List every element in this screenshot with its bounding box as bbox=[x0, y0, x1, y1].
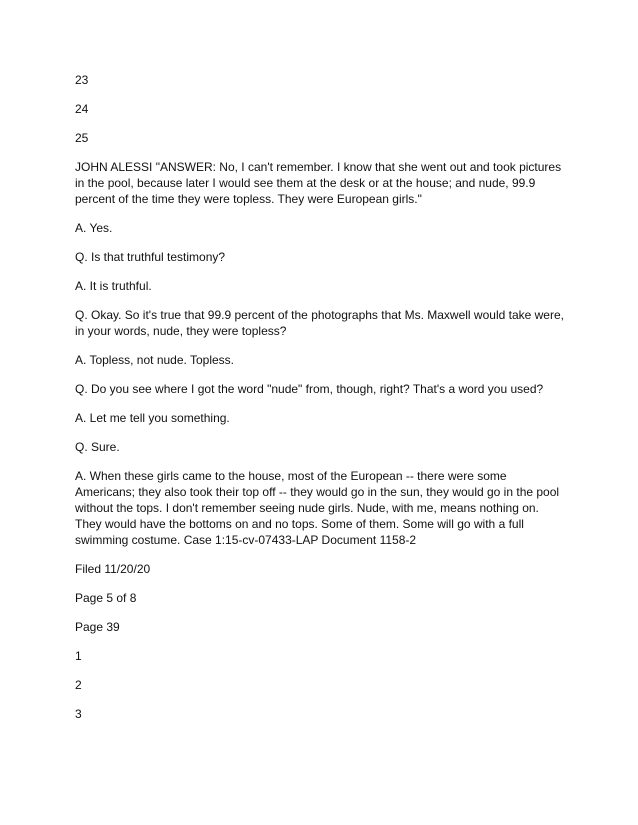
line-number: 23 bbox=[75, 73, 89, 87]
question-paragraph: Q. Okay. So it's true that 99.9 percent of the photographs that Ms. Maxwell would take were, in your words, nude, they were topless? bbox=[75, 308, 564, 338]
answer-paragraph: A. Yes. bbox=[75, 221, 113, 235]
answer-paragraph: A. When these girls came to the house, most of the European -- there were some Americans; they also took their top off -- they would go in the sun, they would go in the pool without the tops. I don't remember seeing nude girls. Nude, with me, means nothing on. They would have the bottoms on and no tops. Some of them. Some will go with a full swimming costume. Case 1:15-cv-07433-LAP Document 1158-2 bbox=[75, 469, 560, 547]
line-number: 2 bbox=[75, 678, 82, 692]
question-paragraph: Q. Do you see where I got the word "nude" from, though, right? That's a word you used? bbox=[75, 382, 544, 396]
line-number: 24 bbox=[75, 102, 89, 116]
line-number: 3 bbox=[75, 707, 82, 721]
question-paragraph: Q. Is that truthful testimony? bbox=[75, 250, 226, 264]
transcript-page: Page 39 bbox=[75, 620, 120, 634]
question-paragraph: Q. Sure. bbox=[75, 440, 120, 454]
line-number: 1 bbox=[75, 649, 82, 663]
page-of-total: Page 5 of 8 bbox=[75, 591, 137, 605]
line-number: 25 bbox=[75, 131, 89, 145]
filed-date: Filed 11/20/20 bbox=[75, 562, 151, 576]
testimony-paragraph: JOHN ALESSI "ANSWER: No, I can't remember. I know that she went out and took pictures in the pool, because later I would see them at the desk or at the house; and nude, 99.9 percent of the time they were topless. They were European girls." bbox=[75, 160, 562, 206]
answer-paragraph: A. Let me tell you something. bbox=[75, 411, 230, 425]
answer-paragraph: A. It is truthful. bbox=[75, 279, 152, 293]
answer-paragraph: A. Topless, not nude. Topless. bbox=[75, 353, 234, 367]
document-page bbox=[75, 72, 565, 735]
